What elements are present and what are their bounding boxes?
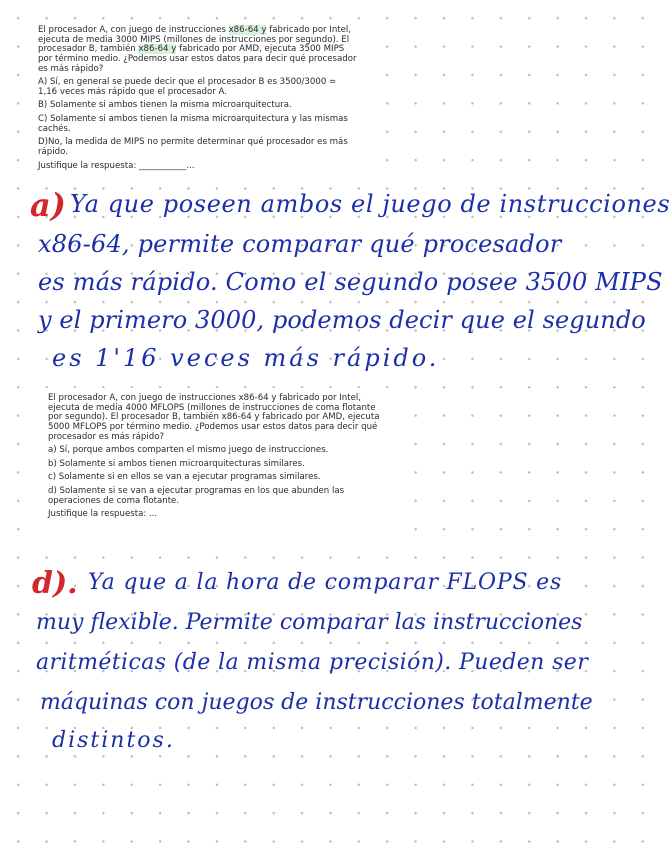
answer-2-letter: d). <box>32 566 78 601</box>
answer-1-line: es más rápido. Como el segundo posee 3500 MIPS <box>38 268 663 296</box>
answer-1-line: x86-64, permite comparar qué procesador <box>38 230 562 258</box>
question-1-option-d: D)No, la medida de MIPS no permite determinar qué procesador es más rápido. <box>38 137 348 157</box>
answer-2-line: máquinas con juegos de instrucciones totalmente <box>40 690 593 715</box>
question-1-option-b: B) Solamente si ambos tienen la misma microarquitectura. <box>38 100 292 111</box>
answer-2-line: aritméticas (de la misma precisión). Pueden ser <box>36 650 589 675</box>
question-1-justify: Justifique la respuesta: ___________... <box>38 160 195 171</box>
question-1-option-a: A) Sí, en general se puede decir que el procesador B es 3500/3000 = 1,16 veces más rápido que el procesador A. <box>38 77 337 97</box>
answer-1-line: Ya que poseen ambos el juego de instrucciones <box>70 190 670 218</box>
answer-1-line: y el primero 3000, podemos decir que el segundo <box>38 306 646 334</box>
question-2-justify: Justifique la respuesta: ... <box>48 509 158 520</box>
question-2-stem: El procesador A, con juego de instrucciones x86-64 y fabricado por Intel, ejecuta de media 4000 MFLOPS (millones de instrucciones de coma flotante por segundo). El procesador B, también x86-64 y fabricado por AMD, ejecuta 5000 MFLOPS por término medio. ¿Podemos usar estos datos para decir qué procesador es más rápido? <box>48 393 380 442</box>
highlight: x86-64 y <box>138 44 177 55</box>
answer-1-line: es 1'16 veces más rápido. <box>52 344 440 372</box>
answer-2-line: Ya que a la hora de comparar FLOPS es <box>88 570 563 595</box>
question-1-option-c: C) Solamente si ambos tienen la misma microarquitectura y las mismas cachés. <box>38 114 348 134</box>
question-2-option-d: d) Solamente si se van a ejecutar programas en los que abunden las operaciones de coma flotante. <box>48 486 345 506</box>
question-1-stem: El procesador A, con juego de instrucciones x86-64 y fabricado por Intel, ejecuta de media 3000 MIPS (millones de instrucciones por segundo). El procesador B, también x86-64 y fabricado por AMD, ejecuta 3500 MIPS por término medio. ¿Podemos usar estos datos para decir qué procesador es más rápido? <box>38 25 357 74</box>
answer-1-letter: a) <box>30 186 66 224</box>
answer-2-line: muy flexible. Permite comparar las instrucciones <box>36 610 583 635</box>
question-2-option-c: c) Solamente si en ellos se van a ejecutar programas similares. <box>48 472 321 483</box>
question-2-option-b: b) Solamente si ambos tienen microarquitecturas similares. <box>48 458 305 469</box>
question-2-option-a: a) Sí, porque ambos comparten el mismo juego de instrucciones. <box>48 445 329 456</box>
highlight: x86-64 y <box>228 25 267 35</box>
answer-2-line: distintos. <box>52 728 175 753</box>
